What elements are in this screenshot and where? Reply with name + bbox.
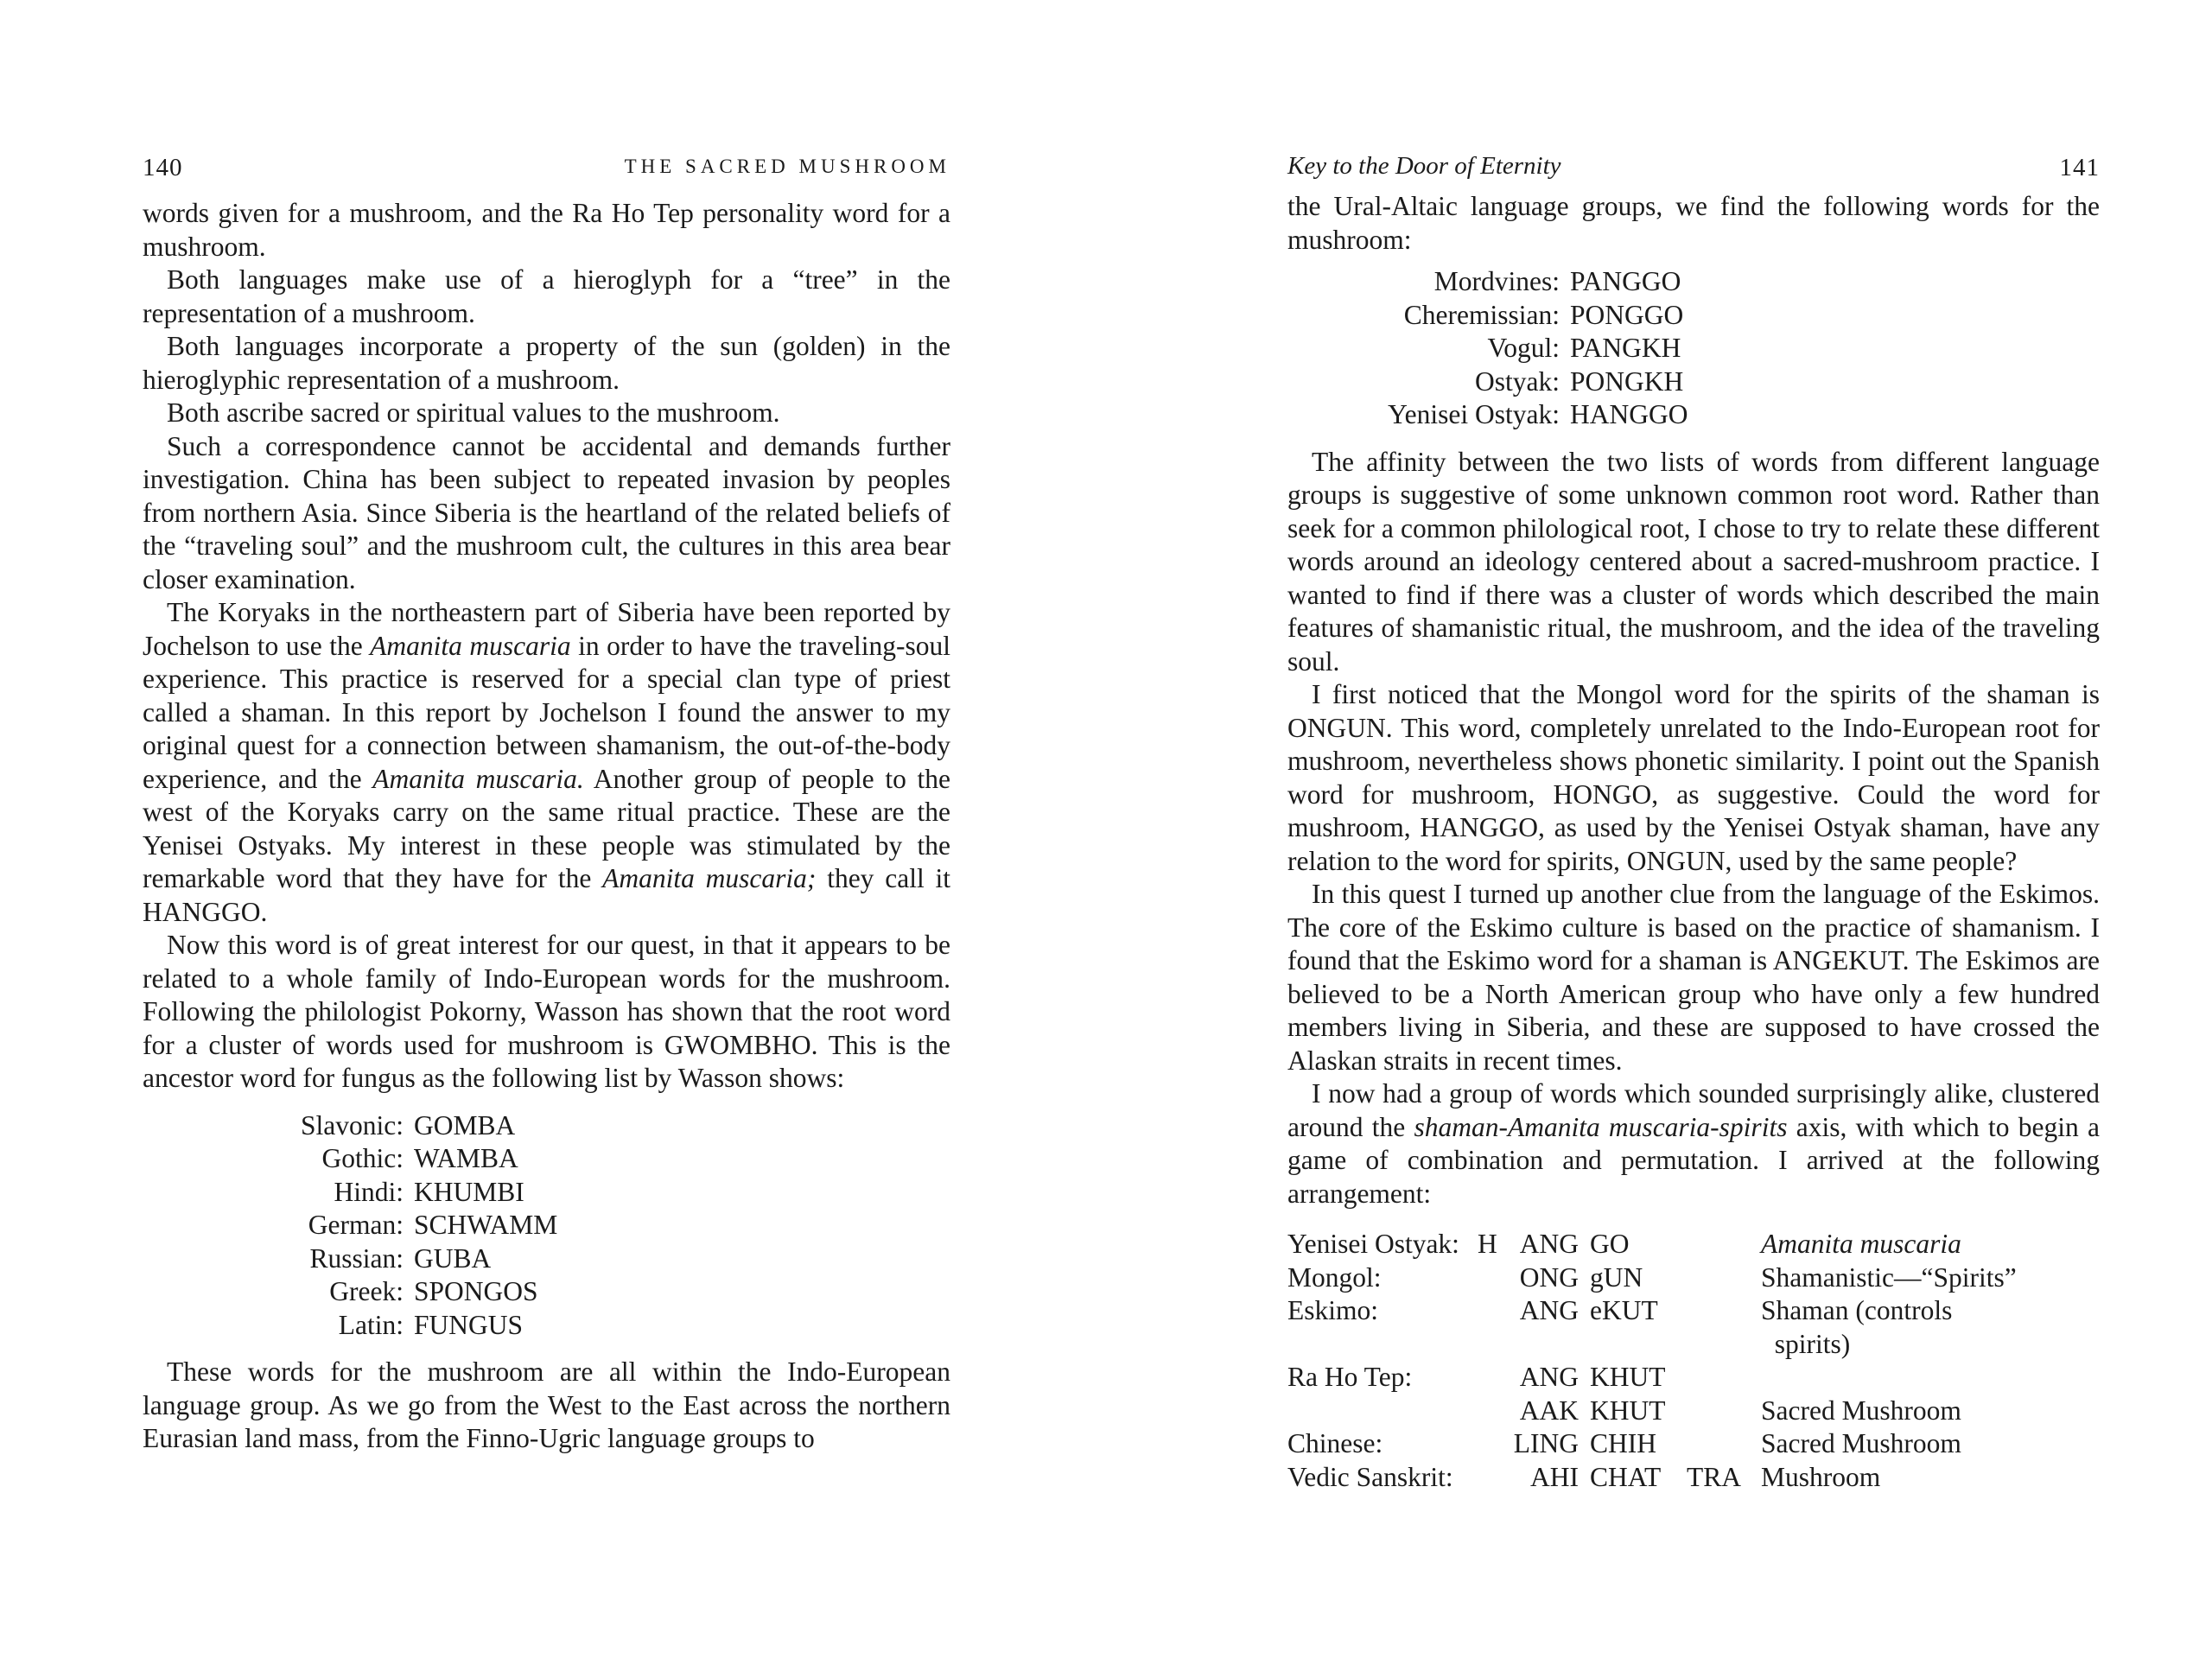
page-number: 141 bbox=[2059, 154, 2100, 181]
right-page-body bbox=[1287, 190, 2100, 1494]
ural-altaic-word-list bbox=[1357, 265, 1754, 432]
word-list-word: SPONGOS bbox=[414, 1276, 538, 1306]
arrangement-w2: CHIH bbox=[1590, 1428, 1656, 1458]
arrangement-mean: Sacred Mushroom bbox=[1761, 1395, 1961, 1426]
arrangement-row bbox=[1287, 1294, 2100, 1328]
word-list-language: Cheremissian: bbox=[1403, 299, 1560, 330]
arrangement-w1: ANG bbox=[1519, 1295, 1579, 1325]
arrangement-lang: Chinese: bbox=[1287, 1428, 1383, 1458]
arrangement-row bbox=[1287, 1395, 2100, 1428]
word-list-language: Russian: bbox=[309, 1242, 404, 1274]
word-list-word: PANGGO bbox=[1570, 266, 1681, 296]
word-list-word: PANGKH bbox=[1570, 333, 1681, 363]
arrangement-w2: eKUT bbox=[1590, 1295, 1658, 1325]
paragraph: The affinity between the two lists of words from different language groups is suggestive of some unknown common root word. Rather than seek for a common philological root, I chose to try to relate these different words around an ideology centered about a sacred-mushroom practice. I wanted to find if there was a cluster of words which described the main features of shamanistic ritual, the mushroom, and the idea of the traveling soul. bbox=[1287, 446, 2100, 677]
arrangement-w2: CHAT bbox=[1590, 1461, 1662, 1492]
arrangement-w1: AHI bbox=[1530, 1461, 1579, 1492]
word-list-language: Yenisei Ostyak: bbox=[1388, 399, 1560, 429]
paragraph: Now this word is of great interest for our quest, in that it appears to be related to a whole family of Indo-European words for the mushroom. Following the philologist Pokorny, Wasson has shown that the root word for a cluster of words used for mushroom is GWOMBHO. This is the ancestor word for fungus as the following list by Wasson shows: bbox=[143, 930, 950, 1093]
arrangement-row bbox=[1287, 1328, 2100, 1362]
paragraph: The Koryaks in the northeastern part of Siberia have been reported by Jochelson to use the Amanita muscaria in order to have the traveling-soul experience. This practice is reserved for a special clan type of priest called a shaman. In this report by Jochelson I found the answer to my original quest for a connection between shamanism, the out-of-the-body experience, and the Amanita muscaria. Another group of people to the west of the Koryaks carry on the same ritual practice. These are the Yenisei Ostyaks. My interest in these people was stimulated by the remarkable word that they have for the Amanita muscaria; they call it HANGGO. bbox=[143, 597, 950, 927]
word-list-word: FUNGUS bbox=[414, 1309, 524, 1340]
word-list-language: Vogul: bbox=[1487, 333, 1560, 363]
word-list-language: Gothic: bbox=[321, 1143, 404, 1173]
arrangement-w1: ANG bbox=[1519, 1362, 1579, 1392]
paragraph: Both ascribe sacred or spiritual values to the mushroom. bbox=[167, 397, 780, 428]
arrangement-h: H bbox=[1478, 1229, 1497, 1259]
arrangement-mean: spirits) bbox=[1761, 1328, 1851, 1359]
arrangement-w1: AAK bbox=[1519, 1395, 1579, 1426]
word-list-word: GUBA bbox=[414, 1242, 492, 1274]
running-head: THE SACRED MUSHROOM bbox=[624, 156, 950, 177]
word-list-language: Greek: bbox=[329, 1276, 404, 1306]
arrangement-w2: gUN bbox=[1590, 1261, 1643, 1293]
arrangement-lang: Vedic Sanskrit: bbox=[1287, 1461, 1453, 1492]
arrangement-w1: LING bbox=[1513, 1428, 1579, 1458]
arrangement-row bbox=[1287, 1261, 2100, 1295]
paragraph: I first noticed that the Mongol word for the spirits of the shaman is ONGUN. This word, completely unrelated to the Indo-European root for mushroom, nevertheless shows phonetic similarity. I point out the Spanish word for mushroom, HONGO, as suggestive. Could the word for mushroom, HANGGO, as used by the Yenisei Ostyak shaman, have any relation to the word for spirits, ONGUN, used by the same people? bbox=[1287, 679, 2100, 876]
paragraph: In this quest I turned up another clue from the language of the Eskimos. The core of the Eskimo culture is based on the practice of shamanism. I found that the Eskimo word for a shaman is ANGEKUT. The Eskimos are believed to be a North American group who have only a few hundred members living in Siberia, and these are supposed to have crossed the Alaskan straits in recent times. bbox=[1287, 879, 2100, 1076]
arrangement-row bbox=[1287, 1228, 2100, 1261]
paragraph: Both languages make use of a hieroglyph for a “tree” in the representation of a mushroom. bbox=[143, 264, 950, 328]
left-page-body bbox=[143, 197, 950, 1456]
arrangement-row bbox=[1287, 1361, 2100, 1395]
arrangement-w2: KHUT bbox=[1590, 1395, 1666, 1426]
paragraph: the Ural-Altaic language groups, we find the following words for the mushroom: bbox=[1287, 191, 2100, 255]
word-list-word: GOMBA bbox=[414, 1109, 516, 1140]
arrangement-mean: Mushroom bbox=[1761, 1461, 1881, 1492]
word-list-language: Mordvines: bbox=[1433, 266, 1560, 296]
word-list-word: KHUMBI bbox=[414, 1176, 524, 1207]
arrangement-lang: Eskimo: bbox=[1287, 1295, 1379, 1325]
paragraph: These words for the mushroom are all within the Indo-European language group. As we go from the West to the East across the northern Eurasian land mass, from the Finno-Ugric language groups to bbox=[143, 1356, 950, 1453]
word-list-language: German: bbox=[308, 1210, 404, 1240]
wasson-word-list bbox=[285, 1109, 648, 1343]
arrangement-w2: GO bbox=[1590, 1229, 1630, 1259]
arrangement-mean: Shamanistic—“Spirits” bbox=[1761, 1261, 2017, 1293]
word-list-word: SCHWAMM bbox=[414, 1210, 558, 1240]
word-list-word: PONGGO bbox=[1570, 299, 1684, 330]
arrangement-lang: Yenisei Ostyak: bbox=[1287, 1229, 1459, 1259]
word-list-language: Slavonic: bbox=[301, 1109, 404, 1140]
paragraph: Both languages incorporate a property of the sun (golden) in the hieroglyphic representation of a mushroom. bbox=[143, 331, 950, 395]
arrangement-mean: Shaman (controls bbox=[1761, 1295, 1953, 1325]
arrangement-lang: Mongol: bbox=[1287, 1261, 1382, 1293]
right-page-header bbox=[1287, 154, 2100, 190]
word-arrangement-table bbox=[1287, 1228, 2100, 1494]
arrangement-mean: Amanita muscaria bbox=[1761, 1229, 1961, 1259]
arrangement-w1: ANG bbox=[1519, 1229, 1579, 1259]
arrangement-w1: ONG bbox=[1519, 1261, 1579, 1293]
word-list-language: Latin: bbox=[338, 1309, 404, 1340]
left-page-header bbox=[143, 154, 950, 190]
arrangement-row bbox=[1287, 1461, 2100, 1495]
paragraph: words given for a mushroom, and the Ra Ho Tep personality word for a mushroom. bbox=[143, 198, 950, 262]
word-list-word: WAMBA bbox=[414, 1143, 518, 1173]
arrangement-w2: KHUT bbox=[1590, 1362, 1666, 1392]
paragraph: Such a correspondence cannot be accidental and demands further investigation. China has been subject to repeated invasion by peoples from northern Asia. Since Siberia is the heartland of the related beliefs of the “traveling soul” and the mushroom cult, the cultures in this area bear closer examination. bbox=[143, 430, 950, 594]
running-head: Key to the Door of Eternity bbox=[1287, 152, 1561, 180]
word-list-language: Ostyak: bbox=[1475, 365, 1560, 397]
arrangement-w3: TRA bbox=[1687, 1461, 1741, 1492]
arrangement-row bbox=[1287, 1427, 2100, 1461]
paragraph: I now had a group of words which sounded surprisingly alike, clustered around the shaman-Amanita muscaria-spirits axis, with which to begin a game of combination and permutation. I arrived at the following arrangement: bbox=[1287, 1078, 2100, 1209]
word-list-word: PONGKH bbox=[1570, 365, 1684, 397]
arrangement-lang: Ra Ho Tep: bbox=[1287, 1362, 1413, 1392]
word-list-language: Hindi: bbox=[334, 1176, 404, 1207]
page-number: 140 bbox=[143, 154, 183, 181]
arrangement-mean: Sacred Mushroom bbox=[1761, 1428, 1961, 1458]
word-list-word: HANGGO bbox=[1570, 399, 1688, 429]
